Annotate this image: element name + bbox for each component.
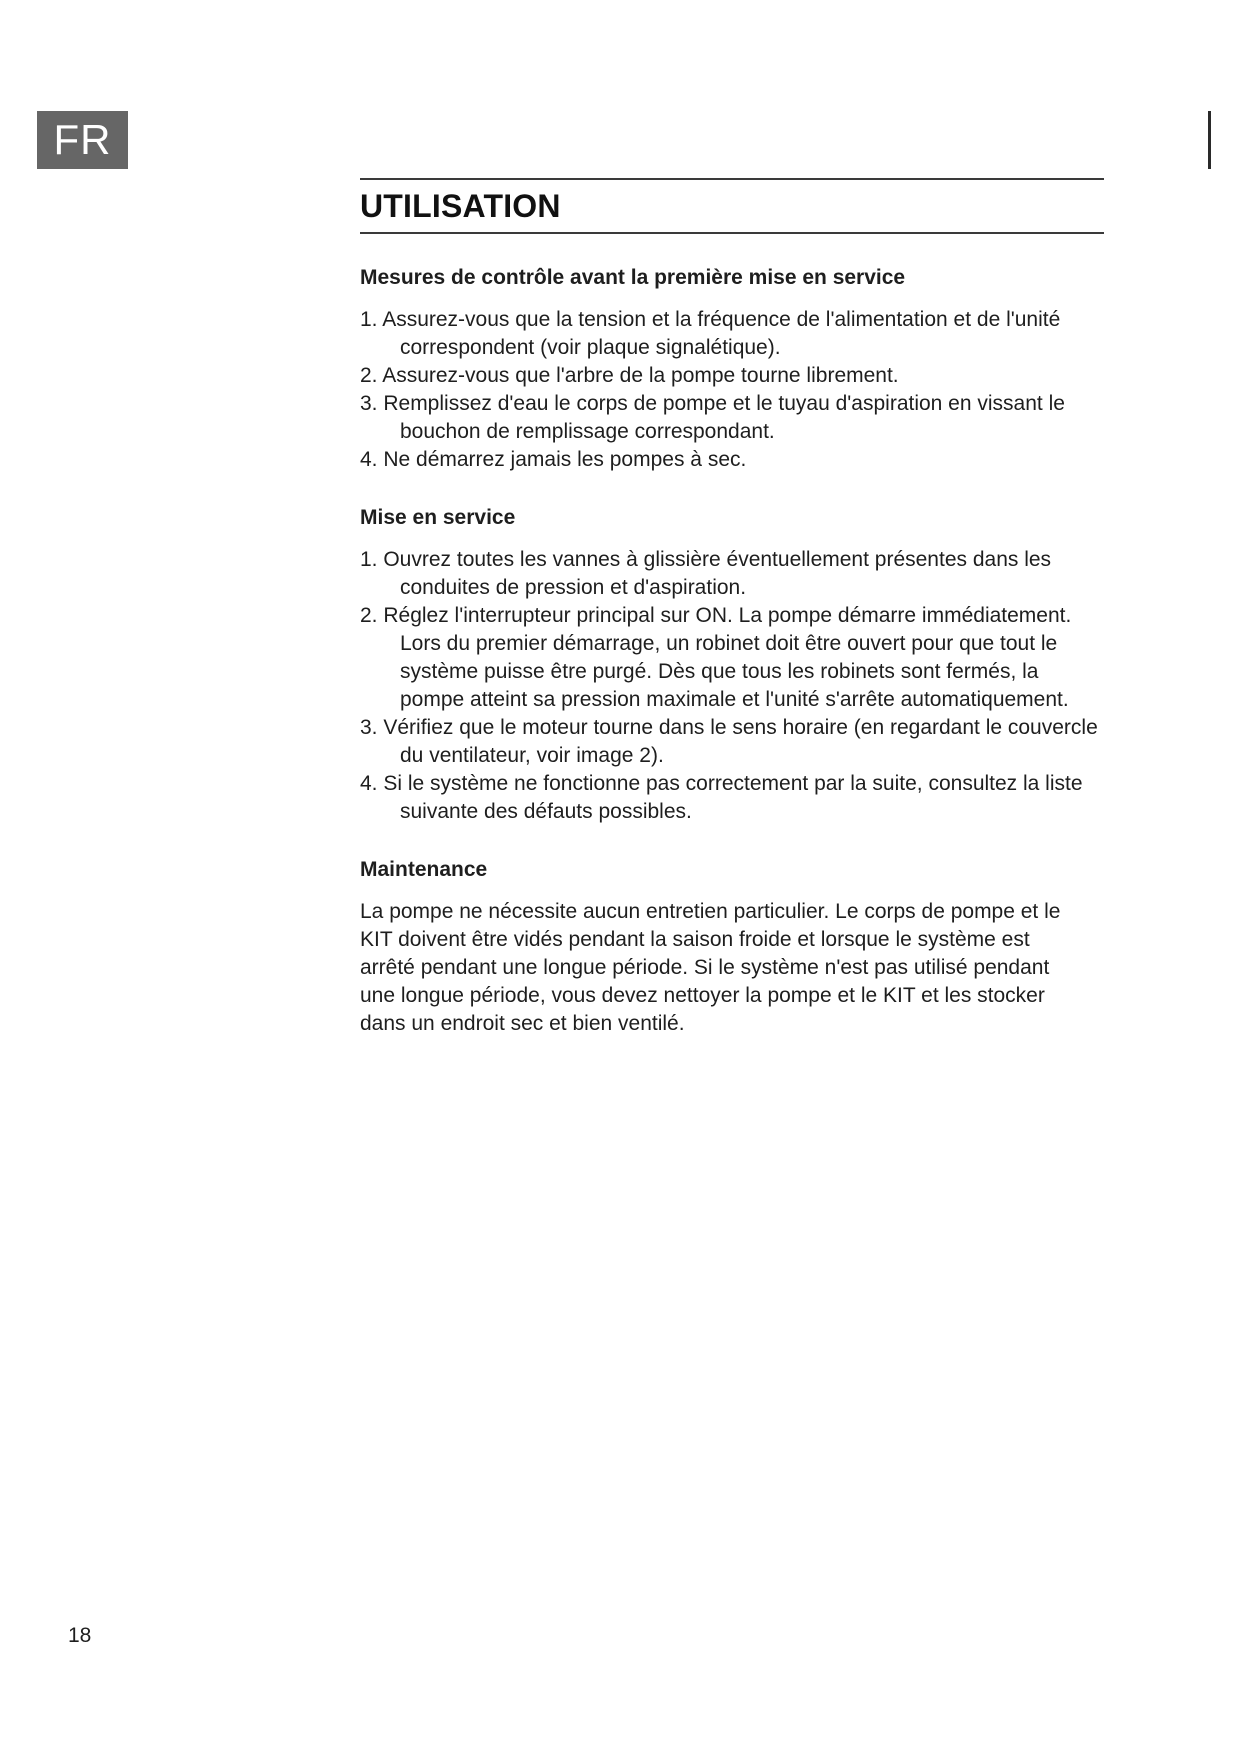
page-content xyxy=(360,178,1104,1038)
list-item: 1. Ouvrez toutes les vannes à glissière éventuellement présentes dans les conduites de pression et d'aspiration. xyxy=(360,548,1052,599)
language-tab: FR xyxy=(37,111,128,169)
checks-list xyxy=(360,306,1104,474)
list-item: 1. Assurez-vous que la tension et la fréquence de l'alimentation et de l'unité correspondent (voir plaque signalétique). xyxy=(360,308,1061,359)
maintenance-paragraph: La pompe ne nécessite aucun entretien particulier. Le corps de pompe et le KIT doivent être vidés pendant la saison froide et lorsque le système est arrêté pendant une longue période. Si le système n'est pas utilisé pendant une longue période, vous devez nettoyer la pompe et le KIT et les stocker dans un endroit sec et bien ventilé. xyxy=(360,900,1061,1035)
section-heading-checks: Mesures de contrôle avant la première mise en service xyxy=(360,266,906,289)
page-title: UTILISATION xyxy=(360,188,561,224)
list-item: 3. Vérifiez que le moteur tourne dans le sens horaire (en regardant le couvercle du ventilateur, voir image 2). xyxy=(360,716,1098,767)
section-heading-commissioning: Mise en service xyxy=(360,506,516,529)
list-item: 4. Ne démarrez jamais les pompes à sec. xyxy=(360,448,747,471)
section-heading-maintenance: Maintenance xyxy=(360,858,488,881)
commissioning-list xyxy=(360,546,1104,826)
page-number: 18 xyxy=(68,1624,92,1647)
list-item: 3. Remplissez d'eau le corps de pompe et le tuyau d'aspiration en vissant le bouchon de remplissage correspondant. xyxy=(360,392,1065,443)
list-item: 4. Si le système ne fonctionne pas correctement par la suite, consultez la liste suivante des défauts possibles. xyxy=(360,772,1083,823)
title-bottom-rule xyxy=(360,232,1104,234)
list-item: 2. Assurez-vous que l'arbre de la pompe tourne librement. xyxy=(360,364,899,387)
list-item: 2. Réglez l'interrupteur principal sur ON. La pompe démarre immédiatement. Lors du premier démarrage, un robinet doit être ouvert pour que tout le système puisse être purgé. Dès que tous les robinets sont fermés, la pompe atteint sa pression maximale et l'unité s'arrête automatiquement. xyxy=(360,604,1072,711)
page-edge-marker xyxy=(1208,111,1211,169)
